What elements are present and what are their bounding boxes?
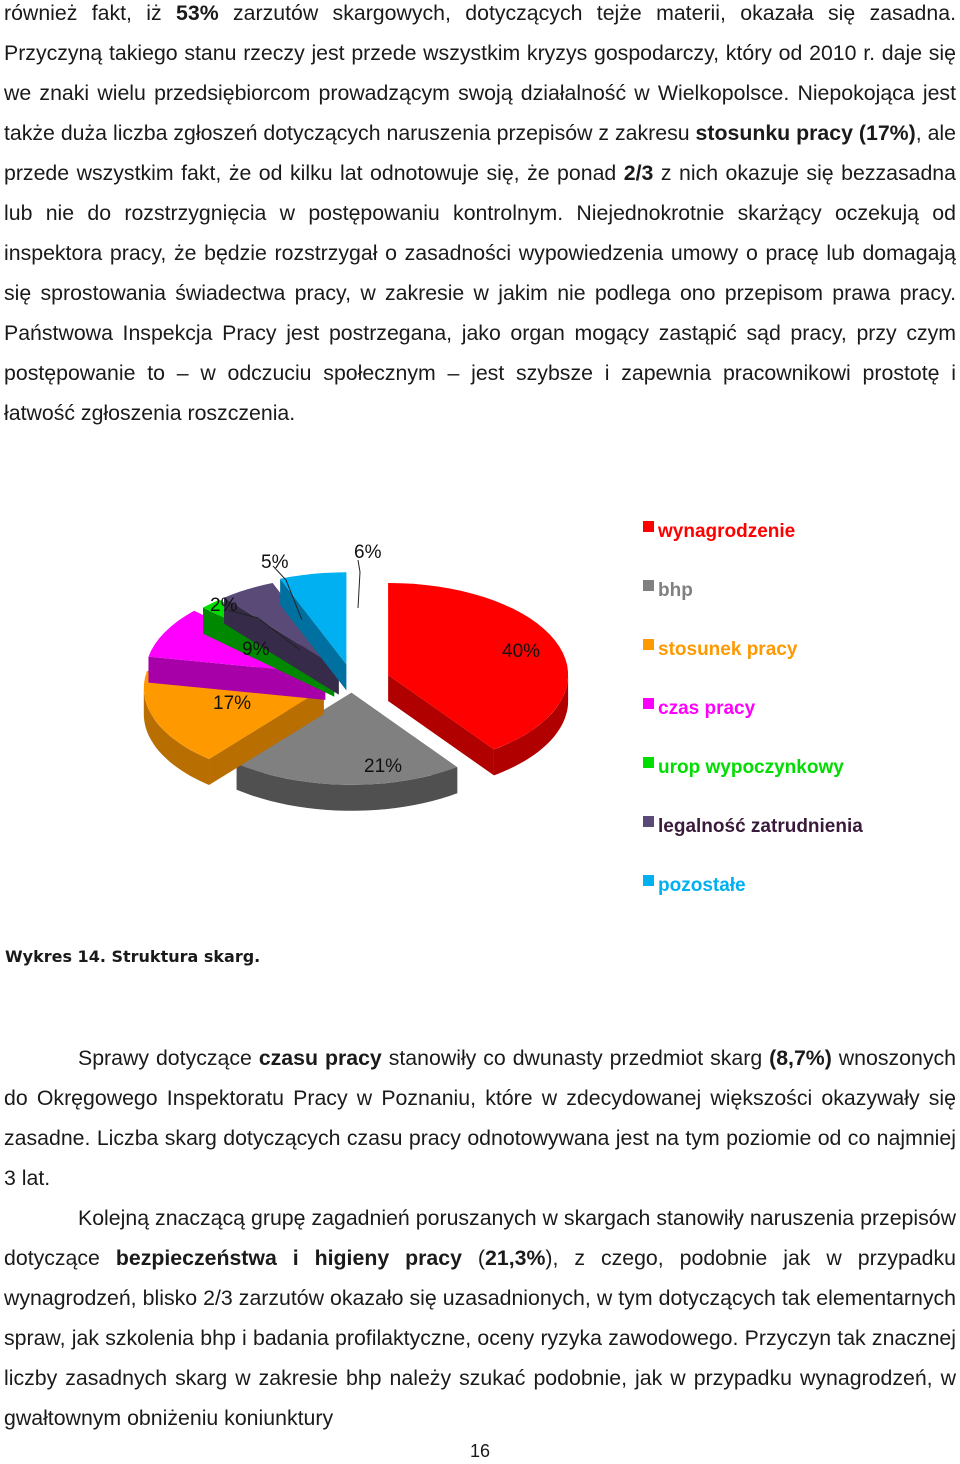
- slice-percent-label: 17%: [213, 693, 252, 714]
- text-segment: wnoszonych do Okręgowego Inspektoratu Pracy w Poznaniu, które w zdecydowanej większości okazywały się zasadne. Liczba skarg dotyczących czasu pracy odnotowywana jest na tym poziomie od co najmniej 3 lat.: [4, 1046, 956, 1190]
- text-segment: Kolejną znaczącą grupę zagadnień poruszanych w skargach stanowiły naruszenia przepisów dotyczące: [4, 1206, 956, 1270]
- legend-swatch: [643, 639, 654, 650]
- text-segment: Sprawy dotyczące: [78, 1046, 259, 1070]
- legend-swatch: [643, 875, 654, 886]
- chart-caption: Wykres 14. Struktura skarg.: [5, 947, 261, 966]
- legend-label: urop wypoczynkowy: [658, 757, 844, 778]
- complaint-structure-pie-chart: [0, 500, 960, 920]
- chart-legend: [643, 521, 863, 896]
- legend-label: bhp: [658, 580, 693, 601]
- text-segment: stanowiły co dwunasty przedmiot skarg: [381, 1046, 770, 1070]
- legend-label: legalność zatrudnienia: [658, 816, 863, 837]
- slice-percent-label: 5%: [261, 552, 289, 573]
- legend-swatch: [643, 757, 654, 768]
- page-number: 16: [469, 1441, 491, 1461]
- paragraph-health-safety: [4, 1198, 956, 1438]
- text-segment: czasu pracy: [258, 1046, 382, 1070]
- text-segment: stosunku pracy (17%): [695, 121, 916, 145]
- text-segment: 21,3%: [485, 1246, 546, 1270]
- legend-label: pozostałe: [658, 875, 746, 896]
- text-segment: (: [461, 1246, 485, 1270]
- slice-percent-label: 2%: [210, 595, 238, 616]
- legend-swatch: [643, 580, 654, 591]
- legend-label: stosunek pracy: [658, 639, 798, 660]
- paragraph-working-time: [4, 1038, 956, 1198]
- slice-percent-label: 21%: [364, 756, 403, 777]
- text-segment: 2/3: [623, 161, 654, 185]
- text-segment: również fakt, iż: [4, 1, 177, 25]
- pie-slices: [144, 572, 568, 811]
- text-segment: bezpieczeństwa i higieny pracy: [115, 1246, 462, 1270]
- paragraph-top: [4, 0, 956, 433]
- legend-swatch: [643, 816, 654, 827]
- legend-swatch: [643, 698, 654, 709]
- text-segment: z nich okazuje się bezzasadna lub nie do rozstrzygnięcia w postępowaniu kontrolnym. Niejednokrotnie skarżący oczekują od inspektora pracy, że będzie rozstrzygał o zasadności wypowiedzenia umowy o pracę lub domagają się sprostowania świadectwa pracy, w zakresie w jakim nie podlega ono przepisom prawa pracy. Państwowa Inspekcja Pracy jest postrzegana, jako organ mogący zastąpić sąd pracy, przy czym postępowanie to – w odczuciu społecznym – jest szybsze i zapewnia pracownikowi prostotę i łatwość zgłoszenia roszczenia.: [4, 161, 956, 425]
- text-segment: ), z czego, podobnie jak w przypadku wynagrodzeń, blisko 2/3 zarzutów okazało się uzasadnionych, w tym dotyczących tak elementarnych spraw, jak szkolenia bhp i badania profilaktyczne, oceny ryzyka zawodowego. Przyczyn tak znacznej liczby zasadnych skarg w zakresie bhp należy szukać podobnie, jak w przypadku wynagrodzeń, w gwałtownym obniżeniu koniunktury: [4, 1246, 956, 1430]
- legend-label: wynagrodzenie: [658, 521, 796, 542]
- text-segment: , ale przede wszystkim fakt, że od kilku lat odnotowuje się, że ponad: [4, 121, 956, 185]
- slice-percent-label: 6%: [354, 542, 382, 563]
- slice-percent-label: 9%: [242, 639, 270, 660]
- leader-line: [358, 560, 360, 608]
- text-segment: (8,7%): [769, 1046, 832, 1070]
- legend-swatch: [643, 521, 654, 532]
- slice-percent-label: 40%: [502, 641, 541, 662]
- text-segment: 53%: [176, 1, 219, 25]
- legend-label: czas pracy: [658, 698, 756, 719]
- text-segment: zarzutów skargowych, dotyczących tejże materii, okazała się zasadna. Przyczyną takiego stanu rzeczy jest przede wszystkim kryzys gospodarczy, który od 2010 r. daje się we znaki wielu przedsiębiorcom prowadzącym swoją działalność w Wielkopolsce. Niepokojąca jest także duża liczba zgłoszeń dotyczących naruszenia przepisów z zakresu: [4, 1, 956, 145]
